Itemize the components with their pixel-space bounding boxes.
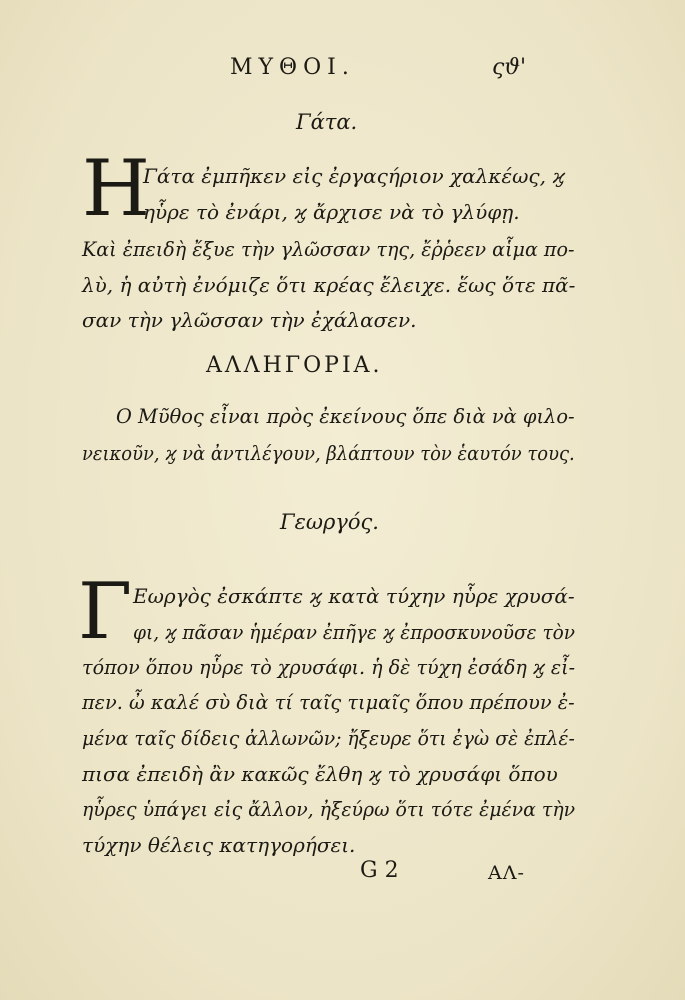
allegory-heading: ΑΛΛΗΓΟΡΙΑ. (206, 353, 383, 378)
text-line: πισα ἐπειδὴ ἂν κακῶς ἔλθη ϗ τὸ χρυσάφι ὅπου (82, 762, 558, 786)
page-number: ςϑ' (492, 55, 527, 80)
fable-title-farmer: Γεωργός. (280, 510, 379, 534)
text-line: τόπον ὅπου ηὗρε τὸ χρυσάφι. ἡ δὲ τύχη ἐσάδη ϗ εἶ- (82, 655, 576, 679)
text-line: πεν. ὦ καλέ σὺ διὰ τί ταῖς τιμαῖς ὅπου πρέπουν ἐ- (82, 690, 575, 714)
text-line: Γάτα ἐμπῆκεν εἰς ἐργαςήριον χαλκέως, ϗ (143, 164, 565, 188)
drop-cap-gamma: Γ (78, 567, 133, 657)
signature-mark: G 2 (360, 858, 399, 883)
running-head: ΜΥΘΟΙ. (230, 55, 355, 80)
text-line: ηὗρες ὑπάγει εἰς ἄλλον, ἠξεύρω ὅτι τότε ἐμένα τὴν (82, 797, 576, 821)
text-line: λὺ, ἡ αὐτὴ ἐνόμιζε ὅτι κρέας ἔλειχε. ἕως ὅτε πᾶ- (82, 273, 576, 297)
text-line: ηὗρε τὸ ἐνάρι, ϗ ἄρχισε νὰ τὸ γλύφῃ. (143, 200, 520, 224)
text-line: Εωργὸς ἐσκάπτε ϗ κατὰ τύχην ηὗρε χρυσά- (133, 584, 575, 608)
text-line: τύχην θέλεις κατηγορήσει. (82, 833, 356, 857)
text-line: Καὶ ἐπειδὴ ἔξυε τὴν γλῶσσαν της, ἔῤῥεεν αἷμα πο- (82, 237, 575, 261)
text-line: σαν τὴν γλῶσσαν τὴν ἐχάλασεν. (82, 308, 417, 332)
fable-title-cat: Γάτα. (296, 110, 358, 134)
drop-cap-eta: Η (82, 144, 151, 234)
text-line: φι, ϗ πᾶσαν ἡμέραν ἐπῆγε ϗ ἐπροσκυνοῦσε τὸν (133, 620, 576, 644)
text-line: μένα ταῖς δίδεις ἀλλωνῶν; ἤξευρε ὅτι ἐγὼ σὲ ἐπλέ- (82, 726, 575, 750)
catchword: ΑΛ- (488, 862, 525, 884)
text-line: νεικοῦν, ϗ νὰ ἀντιλέγουν, βλάπτουν τὸν ἑαυτόν τους. (82, 441, 575, 465)
text-line: Ο Μῦθος εἶναι πρὸς ἐκείνους ὅπε διὰ νὰ φιλο- (116, 404, 575, 428)
